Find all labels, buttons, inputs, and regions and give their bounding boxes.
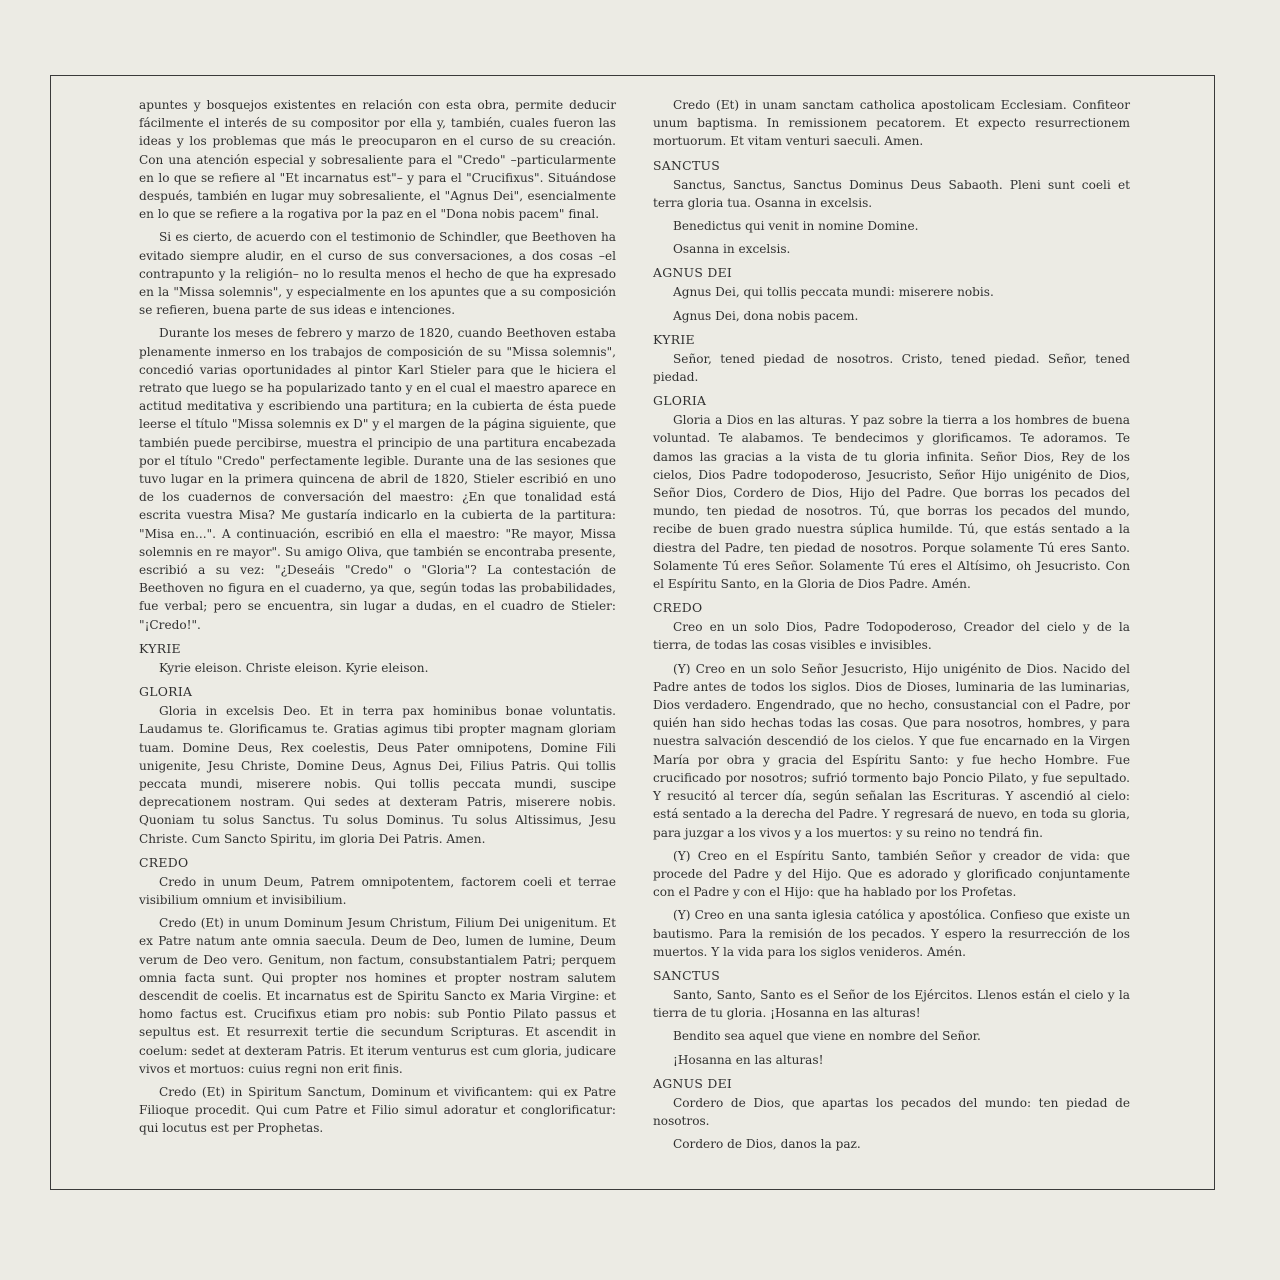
section-heading-sanctus-es: SANCTUS	[653, 967, 721, 983]
agnus-es-text: Cordero de Dios, danos la paz.	[673, 1137, 861, 1152]
section-heading-gloria-es: GLORIA	[653, 393, 707, 409]
paragraph: Durante los meses de febrero y marzo de 1820, cuando Beethoven estaba plenamente inmerso en los trabajos de composición de su "Missa solemnis", concedió varias oportunidades al pintor Karl Stieler para que le hiciera el retrato que luego se ha popularizado tanto y en el cual el maestro aparece en actitud meditativa y escribiendo una partitura; en la cubierta de ésta puede leerse el título "Missa solemnis ex D" y el margen de la página siguiente, que también puede percibirse, muestra el principio de una partitura encabezada por el título "Credo" perfectamente legible. Durante una de las sesiones que tuvo lugar en la primera quincena de abril de 1820, Stieler escribió en uno de los cuadernos de conversación del maestro: ¿En que tonalidad está escrita vuestra Misa? Me gustaría indicarlo en la cubierta de la partitura: "Misa en...". A continuación, escribió en ella el maestro: "Re mayor, Missa solemnis en re mayor". Su amigo Oliva, que también se encontraba presente, escribió a su vez: "¿Deseáis "Credo" o "Gloria"? La contestación de Beethoven no figura en el cuaderno, ya que, según todas las probabilidades, fue verbal; pero se encuentra, sin lugar a dudas, en el cuadro de Stieler: "¡Credo!".	[139, 326, 616, 632]
sanctus-es-text: ¡Hosanna en las alturas!	[673, 1052, 824, 1067]
credo-text: Credo (Et) in Spiritum Sanctum, Dominum et vivificantem: qui ex Patre Filioque procedit. Qui cum Patre et Filio simul adoratur et conglorificatur: qui locutus est per Prophetas.	[139, 1084, 616, 1136]
section-heading-sanctus: SANCTUS	[653, 157, 721, 173]
section-heading-credo-es: CREDO	[653, 600, 703, 616]
sanctus-es-text: Santo, Santo, Santo es el Señor de los Ejércitos. Llenos están el cielo y la tierra de tu gloria. ¡Hosanna en las alturas!	[653, 987, 1130, 1021]
sanctus-text: Benedictus qui venit in nomine Domine.	[673, 219, 919, 234]
credo-es-text: (Y) Creo en el Espíritu Santo, también Señor y creador de vida: que procede del Padre y del Hijo. Que es adorado y glorificado conjuntamente con el Padre y con el Hijo: que ha hablado por los Profetas.	[653, 848, 1130, 900]
section-heading-kyrie-es: KYRIE	[653, 331, 695, 347]
paragraph: apuntes y bosquejos existentes en relación con esta obra, permite deducir fácilmente el interés de su compositor por ella y, también, cuales fueron las ideas y los problemas que más le preocuparon en el curso de su creación. Con una atención especial y sobresaliente para el "Credo" –particularmente en lo que se refiere al "Et incarnatus est"– y para el "Crucifixus". Situándose después, también en lugar muy sobresaliente, el "Agnus Dei", esencialmente en lo que se refiere a la rogativa por la paz en el "Dona nobis pacem" final.	[139, 98, 616, 222]
section-heading-agnus-dei: AGNUS DEI	[653, 265, 733, 281]
credo-es-text: (Y) Creo en un solo Señor Jesucristo, Hijo unigénito de Dios. Nacido del Padre antes de todos los siglos. Dios de Dioses, luminaria de las luminarias, Dios verdadero. Engendrado, que no hecho, consustancial con el Padre, por quién han sido hechas todas las cosas. Que para nosotros, hombres, y para nuestra salvación descendió de los cielos. Y que fue encarnado en la Virgen María por obra y gracia del Espíritu Santo: y fue hecho Hombre. Fue crucificado por nosotros; sufrió tormento bajo Poncio Pilato, y fue sepultado. Y resucitó al tercer día, según señalan las Escrituras. Y ascendió al cielo: está sentado a la derecha del Padre. Y regresará de nuevo, en toda su gloria, para juzgar a los vivos y a los muertos: y su reino no tendrá fin.	[653, 661, 1130, 840]
section-heading-credo: CREDO	[139, 854, 189, 870]
credo-text: Credo in unum Deum, Patrem omnipotentem, factorem coeli et terrae visibilium omnium et invisibilium.	[139, 874, 616, 907]
kyrie-text: Kyrie eleison. Christe eleison. Kyrie eleison.	[159, 660, 429, 675]
kyrie-es-text: Señor, tened piedad de nosotros. Cristo, tened piedad. Señor, tened piedad.	[653, 351, 1130, 385]
sanctus-text: Osanna in excelsis.	[673, 242, 791, 257]
section-heading-gloria: GLORIA	[139, 684, 193, 700]
right-column	[653, 96, 1130, 1158]
section-heading-kyrie: KYRIE	[139, 640, 181, 656]
sanctus-text: Sanctus, Sanctus, Sanctus Dominus Deus Sabaoth. Pleni sunt coeli et terra gloria tua. Osanna in excelsis.	[653, 177, 1130, 210]
agnus-text: Agnus Dei, qui tollis peccata mundi: miserere nobis.	[673, 285, 994, 300]
gloria-es-text: Gloria a Dios en las alturas. Y paz sobre la tierra a los hombres de buena voluntad. Te alabamos. Te bendecimos y glorificamos. Te adoramos. Te damos las gracias a la vista de tu gloria infinita. Señor Dios, Rey de los cielos, Dios Padre todopoderoso, Jesucristo, Señor Hijo unigénito de Dios, Señor Dios, Cordero de Dios, Hijo del Padre. Que borras los pecados del mundo, ten piedad de nosotros. Tú, que borras los pecados del mundo, recibe de buen grado nuestra súplica humilde. Tú, que estás sentado a la diestra del Padre, ten piedad de nosotros. Porque solamente Tú eres Santo. Solamente Tú eres Señor. Solamente Tú eres el Altísimo, oh Jesucristo. Con el Espíritu Santo, en la Gloria de Dios Padre. Amén.	[653, 413, 1130, 592]
paragraph: Si es cierto, de acuerdo con el testimonio de Schindler, que Beethoven ha evitado siempre aludir, en el curso de sus conversaciones, a dos cosas –el contrapunto y la religión– no lo resulta menos el hecho de que ha expresado en la "Missa solemnis", y especialmente en los apuntes que a su composición se refieren, buena parte de sus ideas e intenciones.	[139, 230, 616, 318]
agnus-es-text: Cordero de Dios, que apartas los pecados del mundo: ten piedad de nosotros.	[653, 1095, 1130, 1128]
credo-es-text: Creo en un solo Dios, Padre Todopoderoso, Creador del cielo y de la tierra, de todas las cosas visibles e invisibles.	[653, 620, 1130, 653]
credo-text: Credo (Et) in unum Dominum Jesum Christum, Filium Dei unigenitum. Et ex Patre natum ante omnia saecula. Deum de Deo, lumen de lumine, Deum verum de Deo vero. Genitum, non factum, consubstantialem Patri; perquem omnia facta sunt. Qui propter nos homines et propter nostram salutem descendit de coelis. Et incarnatus est de Spiritu Sancto ex Maria Virgine: et homo factus est. Crucifixus etiam pro nobis: sub Pontio Pilato passus et sepultus est. Et resurrexit tertie die secundum Scripturas. Et ascendit in coelum: sedet at dexteram Patris. Et iterum venturus est cum gloria, judicare vivos et mortuos: cuius regni non erit finis.	[139, 916, 616, 1076]
left-column	[139, 96, 616, 1143]
section-heading-agnus-dei-es: AGNUS DEI	[653, 1075, 733, 1091]
sanctus-es-text: Bendito sea aquel que viene en nombre del Señor.	[673, 1029, 981, 1044]
credo-es-text: (Y) Creo en una santa iglesia católica y apostólica. Confieso que existe un bautismo. Para la remisión de los pecados. Y espero la resurrección de los muertos. Y la vida para los siglos venideros. Amén.	[653, 908, 1130, 959]
credo-text: Credo (Et) in unam sanctam catholica apostolicam Ecclesiam. Confiteor unum baptisma. In remissionem pecatorem. Et expecto resurrectionem mortuorum. Et vitam venturi saeculi. Amen.	[653, 98, 1130, 149]
gloria-text: Gloria in excelsis Deo. Et in terra pax hominibus bonae voluntatis. Laudamus te. Glorificamus te. Gratias agimus tibi propter magnam gloriam tuam. Domine Deus, Rex coelestis, Deus Pater omnipotens, Domine Fili unigenite, Jesu Christe, Domine Deus, Agnus Dei, Filius Patris. Qui tollis peccata mundi, miserere nobis. Qui tollis peccata mundi, suscipe deprecationem nostram. Qui sedes at dexteram Patris, miserere nobis. Quoniam tu solus Sanctus. Tu solus Dominus. Tu solus Altissimus, Jesu Christe. Cum Sancto Spiritu, im gloria Dei Patris. Amen.	[139, 704, 616, 846]
agnus-text: Agnus Dei, dona nobis pacem.	[673, 308, 859, 323]
